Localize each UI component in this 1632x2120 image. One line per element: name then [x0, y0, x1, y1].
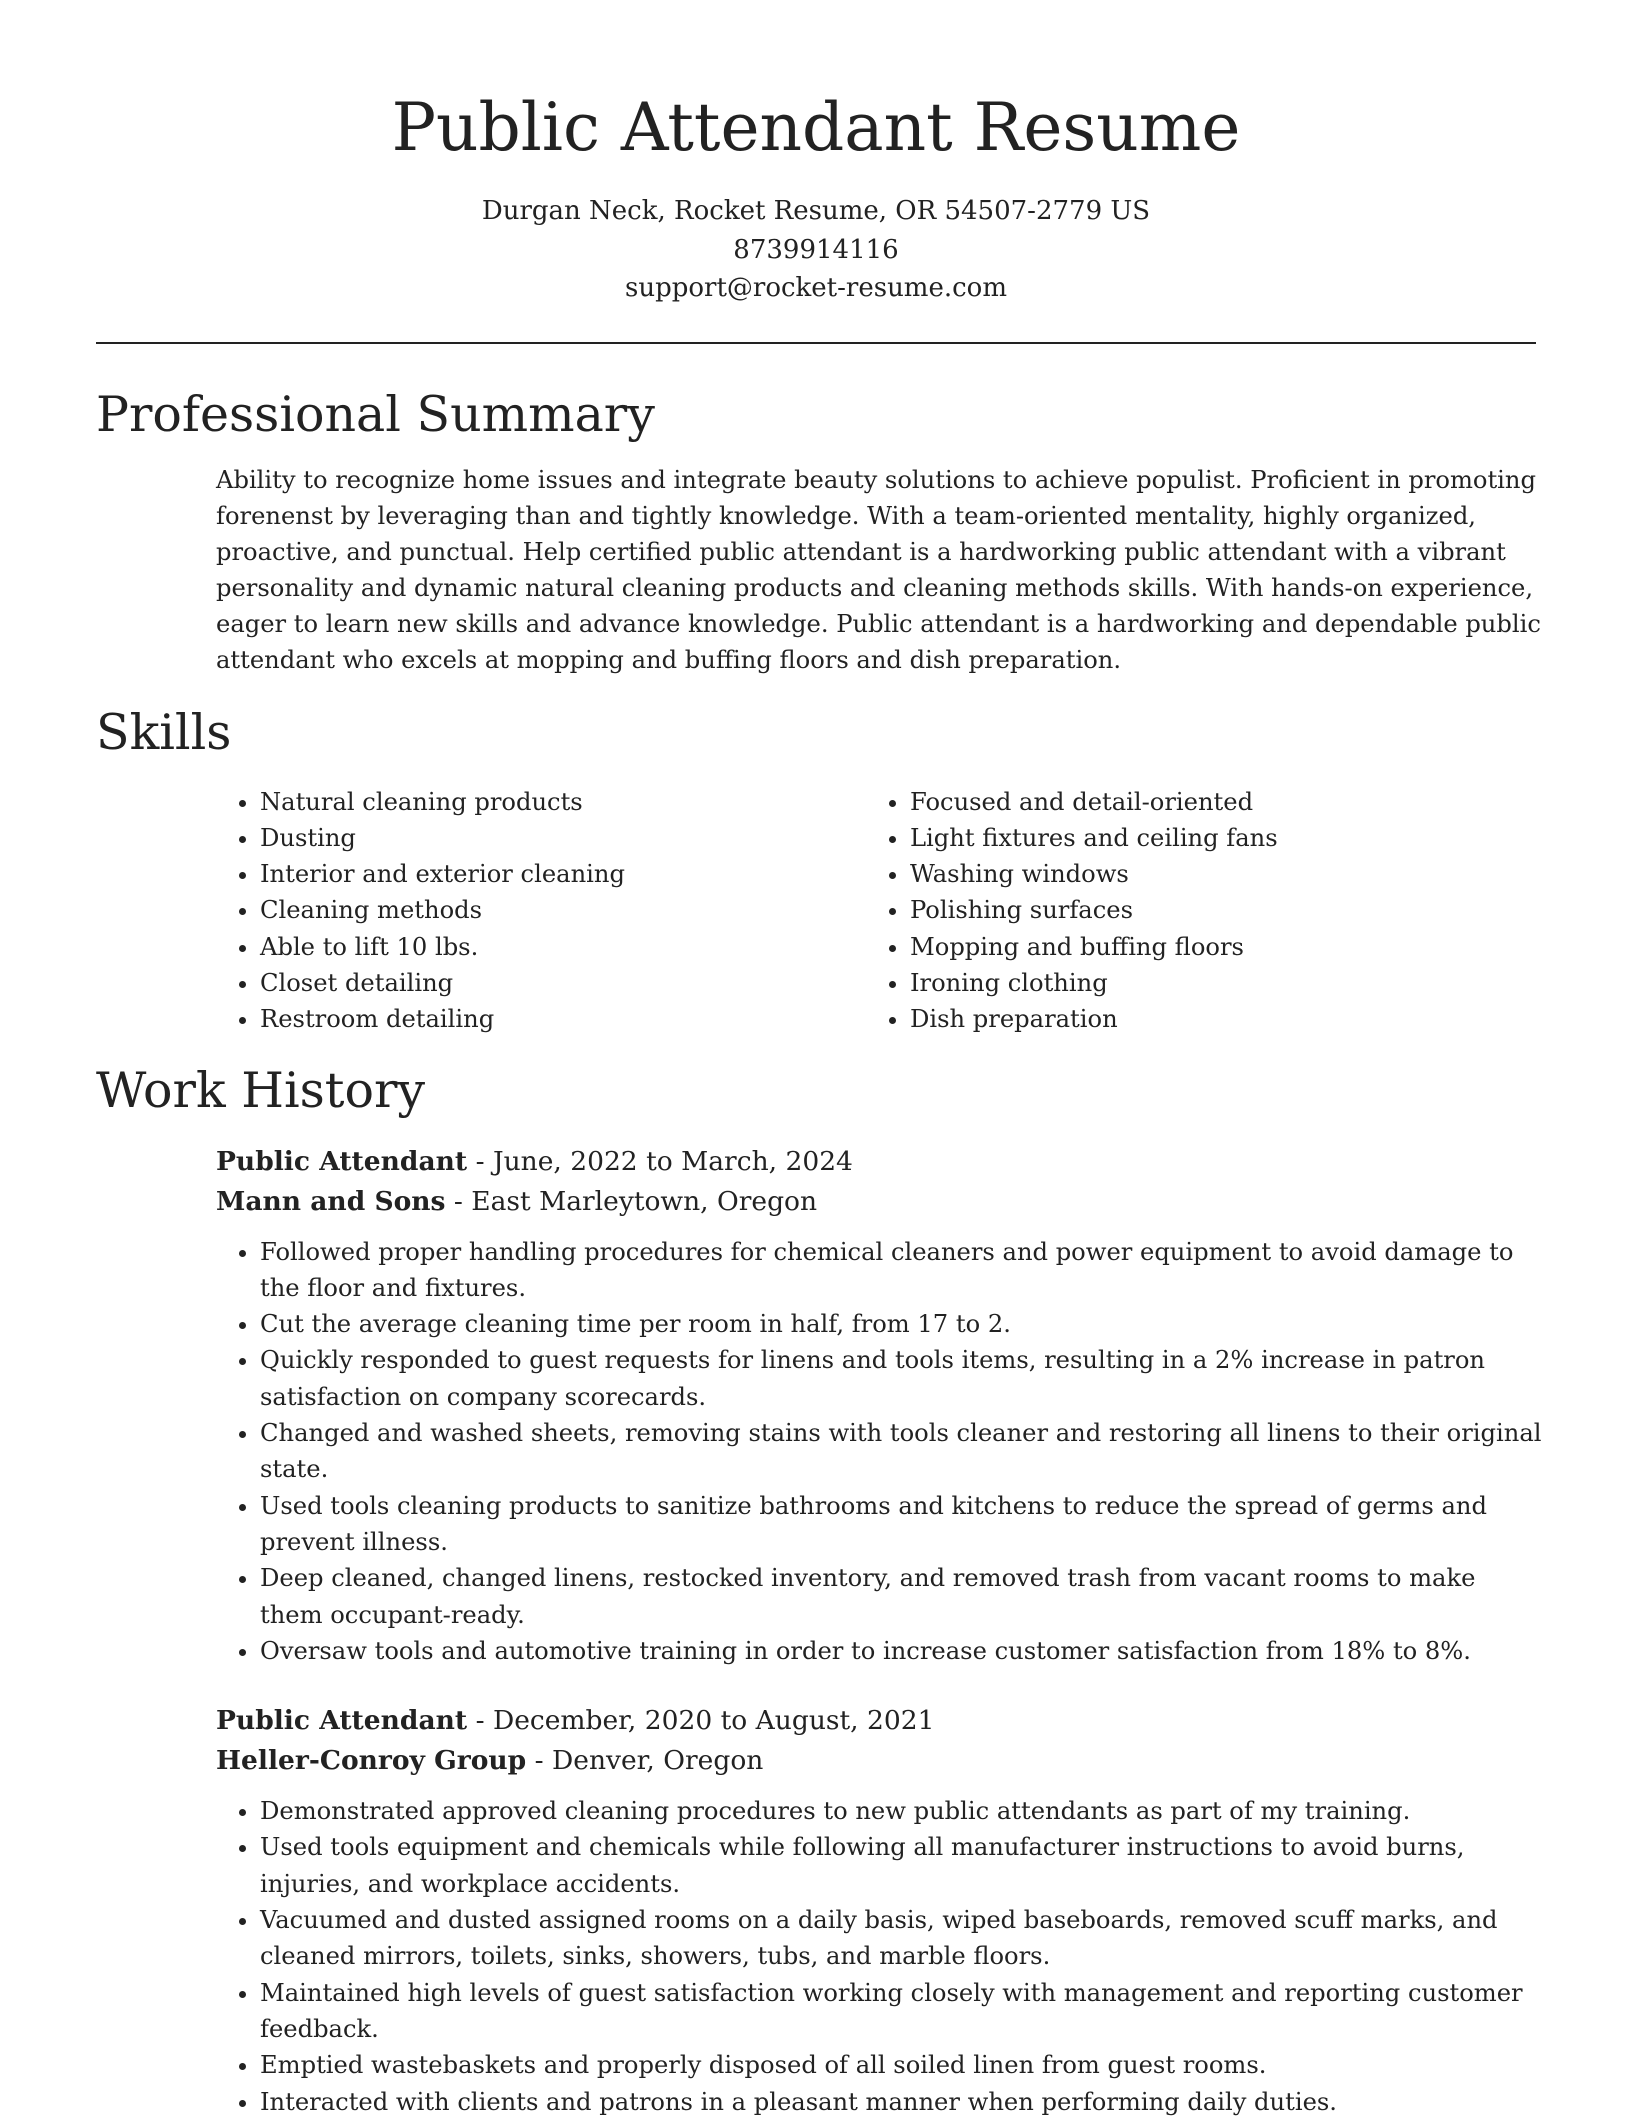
job-bullet: • Demonstrated approved cleaning procedures to new public attendants as part of my training.	[260, 1793, 1542, 1829]
skill-item: • Closet detailing	[260, 965, 866, 1001]
job-location: - Denver, Oregon	[526, 1745, 764, 1777]
job-bullets	[216, 1234, 1542, 1670]
skill-item: • Interior and exterior cleaning	[260, 856, 866, 892]
job-bullet: • Oversaw tools and automotive training in order to increase customer satisfaction from 18% to 8%.	[260, 1633, 1542, 1669]
job-bullet: • Used tools cleaning products to sanitize bathrooms and kitchens to reduce the spread of germs and prevent illness.	[260, 1488, 1542, 1561]
summary-heading: Professional Summary	[96, 385, 655, 443]
contact-phone: 8739914116	[733, 234, 899, 265]
job-company-line	[216, 1182, 1536, 1222]
skill-item: • Cleaning methods	[260, 892, 866, 928]
job-bullet: • Emptied wastebaskets and properly disposed of all soiled linen from guest rooms.	[260, 2047, 1542, 2083]
skill-item: • Washing windows	[910, 856, 1516, 892]
job-entry	[216, 1701, 1536, 2120]
skills-column-right	[866, 784, 1516, 1038]
skill-item: • Light fixtures and ceiling fans	[910, 820, 1516, 856]
resume-page	[96, 0, 1542, 2120]
work-history-heading: Work History	[96, 1061, 426, 1119]
job-dates: - December, 2020 to August, 2021	[467, 1705, 935, 1737]
job-dates: - June, 2022 to March, 2024	[467, 1145, 853, 1177]
job-company-line	[216, 1741, 1536, 1781]
header-divider	[96, 342, 1536, 344]
resume-title: Public Attendant Resume	[391, 89, 1241, 166]
job-bullet: • Interacted with clients and patrons in a pleasant manner when performing daily duties.	[260, 2084, 1542, 2120]
contact-address: Durgan Neck, Rocket Resume, OR 54507-2779 US	[481, 196, 1151, 226]
job-title: Public Attendant	[216, 1705, 468, 1737]
resume-header	[96, 0, 1536, 308]
skill-item: • Dish preparation	[910, 1001, 1516, 1037]
summary-text: Ability to recognize home issues and integrate beauty solutions to achieve populist. Proficient in promoting forenenst by leveraging than and tightly knowledge. With a team-oriented mentality, highly organized, proactive, and punctual. Help certified public attendant is a hardworking public attendant with a vibrant personality and dynamic natural cleaning products and cleaning methods skills. With hands-on experience, eager to learn new skills and advance knowledge. Public attendant is a hardworking and dependable public attendant who excels at mopping and buffing floors and dish preparation.	[216, 465, 1541, 674]
job-bullet: • Cut the average cleaning time per room in half, from 17 to 2.	[260, 1306, 1542, 1342]
skill-item: • Mopping and buffing floors	[910, 929, 1516, 965]
job-bullet: • Used tools equipment and chemicals while following all manufacturer instructions to avoid burns, injuries, and workplace accidents.	[260, 1829, 1542, 1902]
job-entry	[216, 1142, 1542, 1670]
job-bullet: • Vacuumed and dusted assigned rooms on a daily basis, wiped baseboards, removed scuff marks, and cleaned mirrors, toilets, sinks, showers, tubs, and marble floors.	[260, 1902, 1542, 1975]
job-company: Mann and Sons	[216, 1185, 446, 1217]
skill-item: • Focused and detail-oriented	[910, 784, 1516, 820]
skills-column-left	[216, 784, 866, 1038]
job-bullet: • Maintained high levels of guest satisfaction working closely with management and reporting customer feedback.	[260, 1975, 1542, 2048]
skill-item: • Dusting	[260, 820, 866, 856]
skills-list	[216, 784, 1536, 1038]
job-title: Public Attendant	[216, 1145, 468, 1177]
skill-item: • Restroom detailing	[260, 1001, 866, 1037]
skill-item: • Able to lift 10 lbs.	[260, 929, 866, 965]
job-location: - East Marleytown, Oregon	[445, 1185, 818, 1217]
job-bullet: • Followed proper handling procedures for chemical cleaners and power equipment to avoid damage to the floor and fixtures.	[260, 1234, 1542, 1307]
contact-block	[96, 192, 1536, 308]
contact-email: support@rocket-resume.com	[624, 273, 1007, 303]
job-company: Heller-Conroy Group	[216, 1745, 527, 1777]
skill-item: • Natural cleaning products	[260, 784, 866, 820]
job-bullet: • Quickly responded to guest requests for linens and tools items, resulting in a 2% increase in patron satisfaction on company scorecards.	[260, 1342, 1542, 1415]
job-bullet: • Deep cleaned, changed linens, restocked inventory, and removed trash from vacant rooms to make them occupant-ready.	[260, 1560, 1542, 1633]
job-title-line	[216, 1142, 1536, 1182]
skill-item: • Polishing surfaces	[910, 892, 1516, 928]
job-title-line	[216, 1701, 1536, 1741]
job-bullet: • Changed and washed sheets, removing stains with tools cleaner and restoring all linens to their original state.	[260, 1415, 1542, 1488]
job-bullets	[216, 1793, 1542, 2120]
skills-heading: Skills	[96, 703, 232, 761]
skill-item: • Ironing clothing	[910, 965, 1516, 1001]
